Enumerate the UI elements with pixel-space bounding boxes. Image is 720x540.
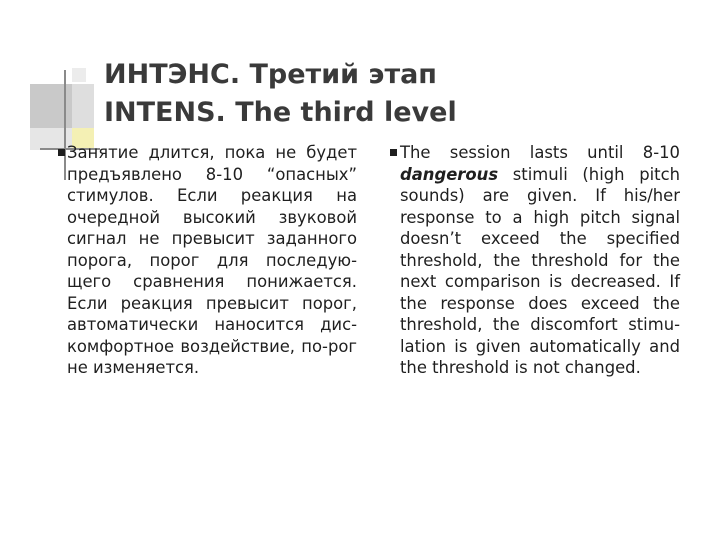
right-column-text (400, 142, 680, 379)
slide-title (104, 56, 457, 132)
bullet-icon (58, 149, 65, 156)
left-column-text (67, 142, 357, 379)
title-line-russian: ИНТЭНС. Третий этап (104, 59, 437, 90)
bullet-icon (390, 149, 397, 156)
russian-paragraph: Занятие длится, пока не будет предъявлено 8-10 “опасных” стимулов. Если реакция на очередной высокий звуковой сигнал не превысит заданного порога, порог для последую-щего сравнения понижается. Если реакция превысит порог, автоматически наносится дис-комфортное воздействие, по-рог не изменяется. (67, 143, 357, 377)
decorative-square (72, 84, 94, 128)
decorative-line (64, 70, 66, 180)
english-paragraph-start: The session lasts until 8-10 (400, 143, 680, 162)
title-line-english: INTENS. The third level (104, 97, 457, 128)
decorative-square (72, 68, 86, 82)
english-paragraph-rest: stimuli (high pitch sounds) are given. If his/her response to a high pitch signal doesn’t exceed the specified threshold, the threshold for the next comparison is decreased. If the response does exceed the threshold, the discomfort stimu-lation is given automatically and the threshold is not changed. (400, 164, 680, 377)
emphasis-word: dangerous (400, 164, 499, 184)
